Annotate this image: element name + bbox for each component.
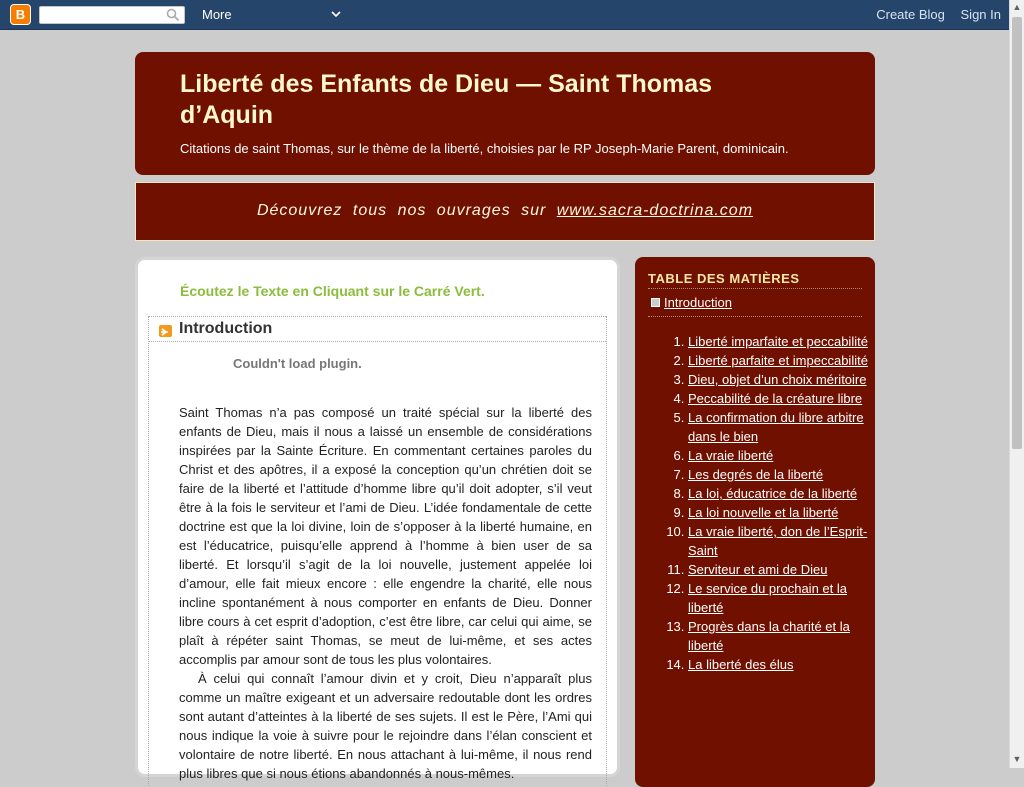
- toc-item: [688, 351, 875, 370]
- search-box: [39, 6, 185, 24]
- toc-item: [688, 389, 875, 408]
- toc-item: [688, 617, 875, 655]
- blog-header: [135, 52, 875, 175]
- scroll-down-icon[interactable]: ▼: [1012, 754, 1022, 764]
- plugin-error: Couldn't load plugin.: [233, 356, 362, 371]
- listen-instruction: Écoutez le Texte en Cliquant sur le Carré Vert.: [180, 283, 485, 299]
- toc-heading: TABLE DES MATIÈRES: [648, 271, 862, 289]
- paragraph: Saint Thomas n’a pas composé un traité spécial sur la liberté des enfants de Dieu, mais il nous a laissé un ensemble de considérations inspirées par la Sainte Écriture. En commentant certaines paroles du Christ et des apôtres, il a exposé la conception qu’un chrétien doit se faire de la liberté et l’attitude d’homme libre qu’il doit adopter, s’il veut être à la fois le serviteur et l’ami de Dieu. L’idée fondamentale de cette doctrine est que la loi divine, loin de s’opposer à la liberté humaine, en est l’éducatrice, puisqu’elle apprend à l’homme à bien user de sa liberté. Et lorsqu’il s’agit de la loi nouvelle, justement appelée loi d’amour, elle fait mieux encore : elle engendre la charité, elle nous incline spontanément à nous comporter en enfants de Dieu. Donner libre cours à cet esprit d’adoption, c’est être libre, car celui qui aime, se plaît à répéter saint Thomas, se meut de lui-même, et ses actes accomplis par amour sont de tous les plus volontaires.: [179, 405, 592, 667]
- toc-item: [688, 484, 875, 503]
- scroll-thumb[interactable]: [1012, 17, 1022, 449]
- nav-right-links: [864, 7, 1001, 22]
- toc-item: [688, 522, 875, 560]
- toc-intro-link[interactable]: Introduction: [664, 295, 732, 310]
- search-icon[interactable]: [166, 8, 180, 22]
- toc-link[interactable]: Liberté imparfaite et peccabilité: [688, 334, 868, 349]
- toc-link[interactable]: Progrès dans la charité et la liberté: [688, 619, 850, 653]
- post-header: [149, 316, 606, 342]
- banner-text: Découvrez tous nos ouvrages sur: [256, 202, 547, 219]
- toc-item: [688, 655, 875, 674]
- toc-link[interactable]: La liberté des élus: [688, 657, 794, 672]
- blogger-navbar: [0, 0, 1009, 30]
- toc-item: [688, 560, 875, 579]
- toc-item: [688, 332, 875, 351]
- blog-description: Citations de saint Thomas, sur le thème de la liberté, choisies par le RP Joseph-Marie Parent, dominicain.: [180, 141, 789, 156]
- more-menu[interactable]: More: [202, 7, 232, 22]
- toc-link[interactable]: Les degrés de la liberté: [688, 467, 824, 482]
- banner-link[interactable]: www.sacra-doctrina.com: [556, 202, 754, 219]
- search-input[interactable]: [40, 8, 160, 24]
- toc-item: [688, 579, 875, 617]
- blog-title[interactable]: Liberté des Enfants de Dieu — Saint Thomas d’Aquin: [180, 70, 713, 129]
- paragraph: À celui qui connaît l’amour divin et y croit, Dieu n’apparaît plus comme un maître exigeant et un adversaire redoutable dont les ordres sont autant d’atteintes à la liberté de ses sujets. Il est le Père, l’Ami qui nous indique la voie à suivre pour le rejoindre dans l’élan conscient et volontaire de notre liberté. En nous attachant à lui-même, il nous rend plus libres que si nous étions abandonnés à nous-mêmes.: [179, 671, 592, 781]
- post: [148, 316, 607, 786]
- post-body: [179, 403, 592, 783]
- toc-link[interactable]: La loi, éducatrice de la liberté: [688, 486, 858, 501]
- square-bullet-icon: [651, 298, 660, 307]
- sidebar: [635, 257, 875, 787]
- create-blog-link[interactable]: Create Blog: [876, 7, 945, 22]
- vertical-scrollbar[interactable]: [1009, 0, 1024, 768]
- toc-link[interactable]: La vraie liberté, don de l’Esprit-Saint: [688, 524, 868, 558]
- toc-link[interactable]: Peccabilité de la créature libre: [688, 391, 863, 406]
- sign-in-link[interactable]: Sign In: [960, 7, 1001, 22]
- toc-link[interactable]: La loi nouvelle et la liberté: [688, 505, 839, 520]
- toc-item: [688, 370, 875, 389]
- toc-link[interactable]: Serviteur et ami de Dieu: [688, 562, 828, 577]
- toc-item: [688, 465, 875, 484]
- toc-link[interactable]: La vraie liberté: [688, 448, 774, 463]
- toc-link[interactable]: La confirmation du libre arbitre dans le bien: [688, 410, 864, 444]
- chevron-down-icon[interactable]: [330, 8, 342, 20]
- toc-item: [688, 408, 875, 446]
- scroll-up-icon[interactable]: ▲: [1012, 2, 1022, 12]
- main-column: [135, 257, 620, 781]
- arrow-icon: [159, 325, 172, 337]
- post-title[interactable]: Introduction: [179, 320, 273, 337]
- promo-banner: [135, 182, 875, 241]
- toc-intro-item: [648, 294, 862, 317]
- blogger-logo-icon[interactable]: B: [10, 4, 31, 25]
- toc-item: [688, 446, 875, 465]
- toc-item: [688, 503, 875, 522]
- toc-link[interactable]: Dieu, objet d’un choix méritoire: [688, 372, 867, 387]
- toc-list: [635, 332, 875, 674]
- toc-link[interactable]: Le service du prochain et la liberté: [688, 581, 847, 615]
- toc-link[interactable]: Liberté parfaite et impeccabilité: [688, 353, 868, 368]
